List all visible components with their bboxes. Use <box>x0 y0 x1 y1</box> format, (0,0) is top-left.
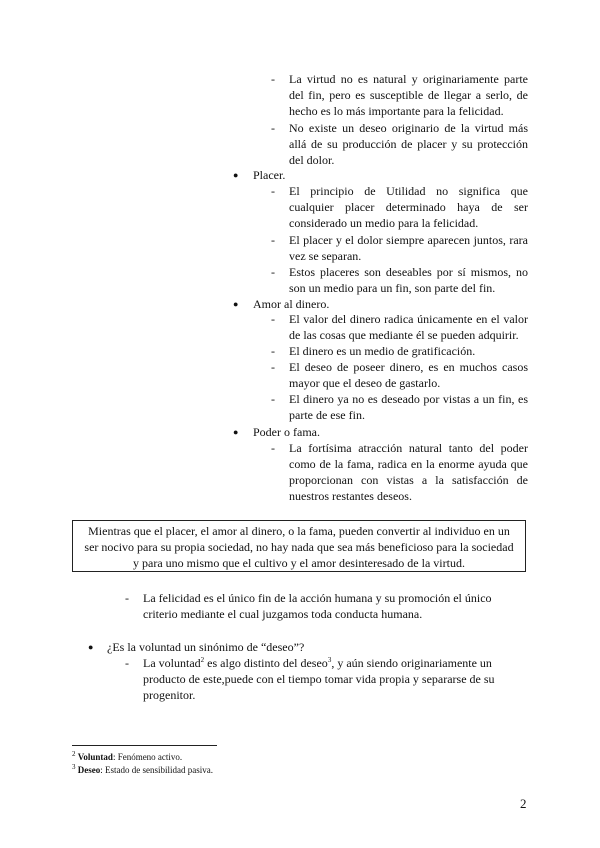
list-item-text: El dinero es un medio de gratificación. <box>289 344 476 358</box>
bullet-icon: ● <box>88 642 94 652</box>
dash-marker: - <box>271 360 275 374</box>
bullet-icon: ● <box>233 427 239 437</box>
list-item-text: Estos placeres son deseables por sí mismos, no son un medio para un fin, son parte del fin. <box>289 265 528 295</box>
list-item-text: El placer y el dolor siempre aparecen juntos, rara vez se separan. <box>289 233 528 263</box>
list-item-text: El deseo de poseer dinero, es en muchos casos mayor que el deseo de gastarlo. <box>289 360 528 390</box>
question-text: ¿Es la voluntad un sinónimo de “deseo”? <box>107 640 305 654</box>
list-item-text: El principio de Utilidad no significa que cualquier placer determinado haya de ser considerado un medio para la felicidad. <box>289 184 528 230</box>
list-item <box>271 359 528 391</box>
list-item-text: La virtud no es natural y originariamente parte del fin, pero es susceptible de llegar a serlo, de hecho es lo más importante para la felicidad. <box>289 72 528 118</box>
list-item <box>271 343 528 359</box>
footnote: $^3$ Deseo: Estado de sensibilidad pasiva. <box>72 763 213 775</box>
bullet-label: Amor al dinero. <box>253 297 330 311</box>
footnote-ref: 3 <box>327 656 332 664</box>
list-item <box>271 120 528 168</box>
dash-marker: - <box>271 265 275 279</box>
list-item <box>271 264 528 296</box>
dash-marker: - <box>271 233 275 247</box>
list-item <box>271 391 528 423</box>
list-item-text: La fortísima atracción natural tanto del poder como de la fama, radica en la enorme ayuda que proporcionan con vistas a la satisfacción de nuestros restantes deseos. <box>289 441 528 503</box>
footnote-separator <box>72 745 217 746</box>
list-item-text: El dinero ya no es deseado por vistas a un fin, es parte de ese fin. <box>289 392 528 422</box>
list-item <box>271 440 528 504</box>
list-item <box>271 183 528 231</box>
list-item <box>125 590 520 622</box>
dash-marker: - <box>271 72 275 86</box>
list-item-text: El valor del dinero radica únicamente en el valor de las cosas que mediante él se pueden adquirir. <box>289 312 528 342</box>
highlight-box: Mientras que el placer, el amor al dinero, o la fama, pueden convertir al individuo en un ser nocivo para su propia sociedad, no hay nada que sea más beneficioso para la sociedad y para uno mismo que el cultivo y el amor desinteresado de la virtud. <box>72 520 526 572</box>
page-number: 2 <box>520 796 527 811</box>
list-item-text: La felicidad es el único fin de la acción humana y su promoción el único criterio mediante el cual juzgamos toda conducta humana. <box>143 591 492 621</box>
dash-marker: - <box>271 392 275 406</box>
answer-text: La voluntad$^2$ es algo distinto del deseo$^3$, y aún siendo originariamente un producto de este,puede con el tiempo tomar vida propia y separarse de su progenitor. <box>143 656 495 702</box>
dash-marker: - <box>271 344 275 358</box>
dash-marker: - <box>125 591 129 605</box>
footnote: $^2$ Voluntad: Fenómeno activo. <box>72 750 183 762</box>
dash-marker: - <box>271 441 275 455</box>
list-item <box>271 232 528 264</box>
dash-marker: - <box>271 121 275 135</box>
list-item <box>125 655 505 703</box>
bullet-label: Poder o fama. <box>253 425 320 439</box>
bullet-label: Placer. <box>253 168 286 182</box>
list-item <box>271 311 528 343</box>
bullet-icon: ● <box>233 299 239 309</box>
dash-marker: - <box>125 656 129 670</box>
list-item <box>271 71 528 119</box>
dash-marker: - <box>271 184 275 198</box>
footnote-ref: 2 <box>200 656 205 664</box>
list-item-text: No existe un deseo originario de la virtud más allá de su producción de placer y su protección del dolor. <box>289 121 528 167</box>
bullet-icon: ● <box>233 170 239 180</box>
dash-marker: - <box>271 312 275 326</box>
